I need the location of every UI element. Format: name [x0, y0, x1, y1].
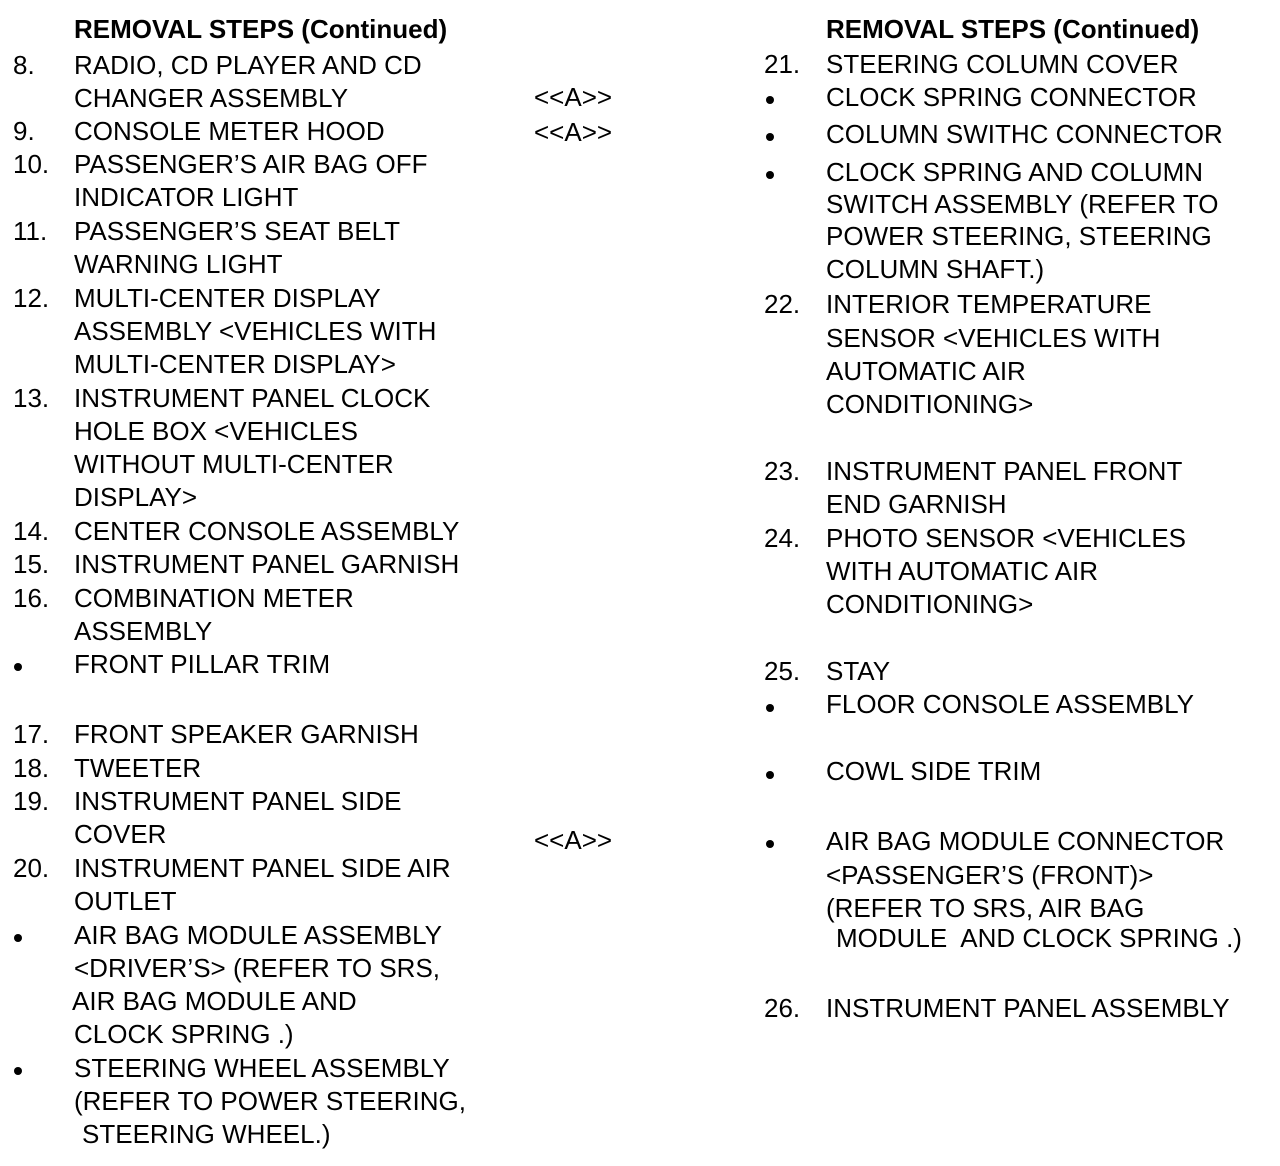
bullet-item-steering-wheel: (REFER TO POWER STEERING,: [74, 1086, 466, 1116]
bullet-icon: [766, 133, 774, 141]
bullet-item-air-bag-connector: (REFER TO SRS, AIR BAG: [826, 893, 1145, 923]
step-22-text: INTERIOR TEMPERATURE: [826, 289, 1152, 319]
bullet-item-air-bag-module: CLOCK SPRING .): [74, 1019, 294, 1049]
bullet-item-air-bag-connector: AIR BAG MODULE CONNECTOR: [826, 826, 1225, 856]
bullet-item-cowl-side-trim: COWL SIDE TRIM: [826, 756, 1042, 786]
left-section-title: REMOVAL STEPS (Continued): [74, 14, 448, 44]
step-number-19: 19.: [13, 786, 50, 816]
step-23-text: END GARNISH: [826, 489, 1007, 519]
step-number-23: 23.: [764, 456, 801, 486]
step-24-text: CONDITIONING>: [826, 589, 1034, 619]
bullet-item-air-bag-module: AIR BAG MODULE ASSEMBLY: [74, 920, 442, 950]
step-9-text: CONSOLE METER HOOD: [74, 116, 385, 146]
bullet-item-front-pillar-trim: FRONT PILLAR TRIM: [74, 649, 331, 679]
step-8-text: CHANGER ASSEMBLY: [74, 83, 349, 113]
step-22-text: AUTOMATIC AIR: [826, 356, 1026, 386]
bullet-item-air-bag-module: AIR BAG MODULE AND: [72, 986, 357, 1016]
step-number-18: 18.: [13, 753, 50, 783]
step-20-text: INSTRUMENT PANEL SIDE AIR: [74, 853, 451, 883]
step-13-text: INSTRUMENT PANEL CLOCK: [74, 383, 431, 413]
step-19-text: COVER: [74, 819, 167, 849]
bullet-item-clock-spring-assembly: POWER STEERING, STEERING: [826, 221, 1212, 251]
step-24-text: WITH AUTOMATIC AIR: [826, 556, 1099, 586]
bullet-item-steering-wheel: STEERING WHEEL.): [82, 1119, 331, 1149]
bullet-icon: [766, 171, 774, 179]
step-23-text: INSTRUMENT PANEL FRONT: [826, 456, 1183, 486]
step-20-text: OUTLET: [74, 886, 177, 916]
bullet-item-air-bag-module: <DRIVER’S> (REFER TO SRS,: [74, 953, 441, 983]
step-11-text: WARNING LIGHT: [74, 249, 283, 279]
bullet-item-column-switch-connector: COLUMN SWITHC CONNECTOR: [826, 119, 1223, 149]
step-26-text: INSTRUMENT PANEL ASSEMBLY: [826, 993, 1230, 1023]
step-number-14: 14.: [13, 516, 50, 546]
bullet-icon: [766, 96, 774, 104]
step-number-12: 12.: [13, 283, 50, 313]
step-number-21: 21.: [764, 49, 801, 79]
bullet-item-floor-console: FLOOR CONSOLE ASSEMBLY: [826, 689, 1194, 719]
step-22-text: CONDITIONING>: [826, 389, 1034, 419]
step-13-text: DISPLAY>: [74, 482, 198, 512]
step-number-20: 20.: [13, 853, 50, 883]
step-10-text: INDICATOR LIGHT: [74, 182, 299, 212]
step-number-15: 15.: [13, 549, 50, 579]
bullet-item-air-bag-connector: <PASSENGER’S (FRONT)>: [826, 860, 1154, 890]
step-13-text: HOLE BOX <VEHICLES: [74, 416, 358, 446]
step-13-text: WITHOUT MULTI-CENTER: [74, 449, 394, 479]
step-number-17: 17.: [13, 719, 50, 749]
step-number-26: 26.: [764, 993, 801, 1023]
step-22-text: SENSOR <VEHICLES WITH: [826, 323, 1161, 353]
step-number-8: 8.: [13, 50, 35, 80]
bullet-item-clock-spring-connector: CLOCK SPRING CONNECTOR: [826, 82, 1197, 112]
step-number-11: 11.: [13, 216, 48, 246]
step-15-text: INSTRUMENT PANEL GARNISH: [74, 549, 460, 579]
step-21-text: STEERING COLUMN COVER: [826, 49, 1179, 79]
bullet-item-clock-spring-assembly: COLUMN SHAFT.): [826, 254, 1045, 284]
bullet-icon: [14, 1067, 22, 1075]
reference-marker: <<A>>: [534, 82, 613, 112]
step-12-text: MULTI-CENTER DISPLAY>: [74, 349, 396, 379]
step-16-text: COMBINATION METER: [74, 583, 354, 613]
step-11-text: PASSENGER’S SEAT BELT: [74, 216, 401, 246]
step-12-text: ASSEMBLY <VEHICLES WITH: [74, 316, 437, 346]
bullet-item-clock-spring-assembly: SWITCH ASSEMBLY (REFER TO: [826, 189, 1219, 219]
step-number-16: 16.: [13, 583, 50, 613]
step-number-24: 24.: [764, 523, 801, 553]
step-12-text: MULTI-CENTER DISPLAY: [74, 283, 381, 313]
reference-marker: <<A>>: [534, 825, 613, 855]
step-24-text: PHOTO SENSOR <VEHICLES: [826, 523, 1187, 553]
bullet-icon: [766, 840, 774, 848]
reference-marker: <<A>>: [534, 117, 613, 147]
bullet-icon: [14, 934, 22, 942]
bullet-item-clock-spring-assembly: CLOCK SPRING AND COLUMN: [826, 157, 1204, 187]
step-14-text: CENTER CONSOLE ASSEMBLY: [74, 516, 460, 546]
step-number-25: 25.: [764, 656, 801, 686]
step-number-10: 10.: [13, 149, 50, 179]
step-number-22: 22.: [764, 289, 801, 319]
right-section-title: REMOVAL STEPS (Continued): [826, 14, 1200, 44]
bullet-icon: [766, 704, 774, 712]
bullet-icon: [14, 663, 22, 671]
bullet-item-steering-wheel: STEERING WHEEL ASSEMBLY: [74, 1053, 450, 1083]
step-19-text: INSTRUMENT PANEL SIDE: [74, 786, 402, 816]
step-18-text: TWEETER: [74, 753, 202, 783]
step-17-text: FRONT SPEAKER GARNISH: [74, 719, 419, 749]
step-8-text: RADIO, CD PLAYER AND CD: [74, 50, 422, 80]
step-25-text: STAY: [826, 656, 891, 686]
bullet-icon: [766, 771, 774, 779]
step-16-text: ASSEMBLY: [74, 616, 213, 646]
bullet-item-air-bag-connector: MODULE AND CLOCK SPRING .): [836, 923, 1242, 953]
step-10-text: PASSENGER’S AIR BAG OFF: [74, 149, 428, 179]
step-number-9: 9.: [13, 116, 35, 146]
step-number-13: 13.: [13, 383, 50, 413]
